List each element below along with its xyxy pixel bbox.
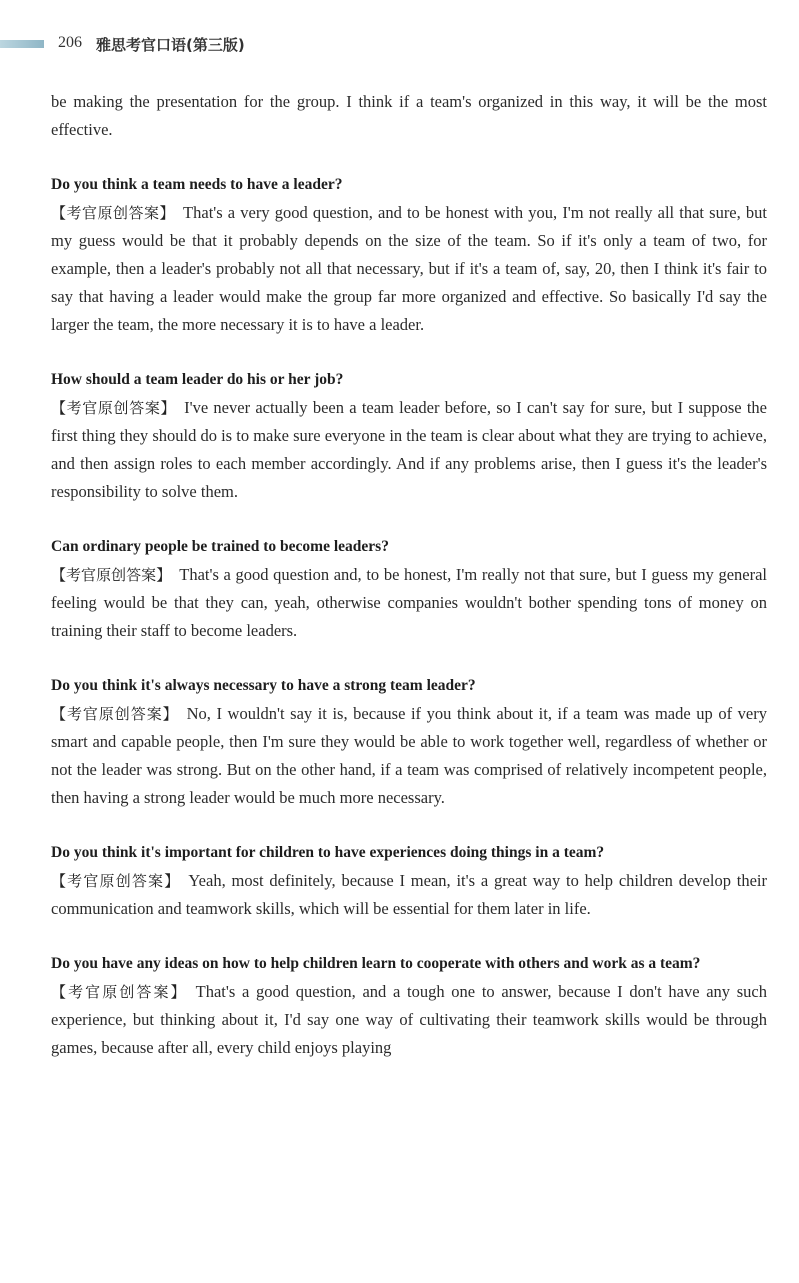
answer-label: 【考官原创答案】 [51, 705, 179, 723]
answer-text: I've never actually been a team leader before, so I can't say for sure, but I suppose the first thing they should do is to make sure everyone in the team is clear about what they are trying to achieve, and then assign roles to each member accordingly. And if any problems arise, then I guess it's the leader's responsibility to solve them. [51, 398, 767, 501]
answer-text: No, I wouldn't say it is, because if you think about it, if a team was made up of very smart and capable people, then I'm sure they would be able to work together well, regardless of whether or not the leader was strong. But on the other hand, if a team was comprised of relatively incompetent people, then having a strong leader would be much more necessary. [51, 704, 767, 807]
book-title: 雅思考官口语(第三版) [96, 36, 245, 54]
question-text: Do you have any ideas on how to help children learn to cooperate with others and work as a team? [51, 955, 701, 972]
qa-item [51, 533, 767, 645]
answer-label: 【考官原创答案】 [51, 566, 172, 584]
answer-paragraph [51, 700, 767, 812]
question-text: Can ordinary people be trained to become leaders? [51, 538, 389, 555]
qa-item [51, 171, 767, 339]
answer-paragraph [51, 867, 767, 923]
page-number: 206 [58, 34, 82, 51]
answer-label: 【考官原创答案】 [51, 872, 181, 890]
qa-item [51, 366, 767, 506]
question-text: How should a team leader do his or her job? [51, 371, 344, 388]
answer-paragraph [51, 199, 767, 339]
qa-item [51, 672, 767, 812]
intro-paragraph: be making the presentation for the group. I think if a team's organized in this way, it will be the most effective. [51, 92, 767, 139]
answer-label: 【考官原创答案】 [51, 399, 177, 417]
question-text: Do you think it's always necessary to have a strong team leader? [51, 677, 476, 694]
answer-paragraph [51, 978, 767, 1062]
answer-label: 【考官原创答案】 [51, 983, 188, 1001]
page-header [0, 34, 799, 58]
page-content [51, 88, 767, 1062]
question-text: Do you think it's important for children to have experiences doing things in a team? [51, 844, 605, 861]
answer-text: That's a good question and, to be honest, I'm really not that sure, but I guess my general feeling would be that they can, yeah, otherwise companies wouldn't bother spending tons of money on training their staff to become leaders. [51, 565, 767, 640]
answer-label: 【考官原创答案】 [51, 204, 176, 222]
answer-text: That's a very good question, and to be honest with you, I'm not really all that sure, but my guess would be that it probably depends on the size of the team. So if it's only a team of two, for example, then a leader's probably not all that necessary, but if it's a team of, say, 20, then I think it's fair to say that having a leader would make the group far more organized and effective. So basically I'd say the larger the team, the more necessary it is to have a leader. [51, 203, 767, 334]
qa-item [51, 950, 767, 1062]
answer-text: Yeah, most definitely, because I mean, it's a great way to help children develop their communication and teamwork skills, which will be essential for them later in life. [51, 871, 767, 918]
answer-text: That's a good question, and a tough one to answer, because I don't have any such experience, but thinking about it, I'd say one way of cultivating their teamwork skills would be through games, because after all, every child enjoys playing [51, 982, 767, 1057]
qa-item [51, 839, 767, 923]
answer-paragraph [51, 394, 767, 506]
answer-paragraph [51, 561, 767, 645]
header-decoration-bar [0, 40, 44, 48]
question-text: Do you think a team needs to have a leader? [51, 176, 343, 193]
